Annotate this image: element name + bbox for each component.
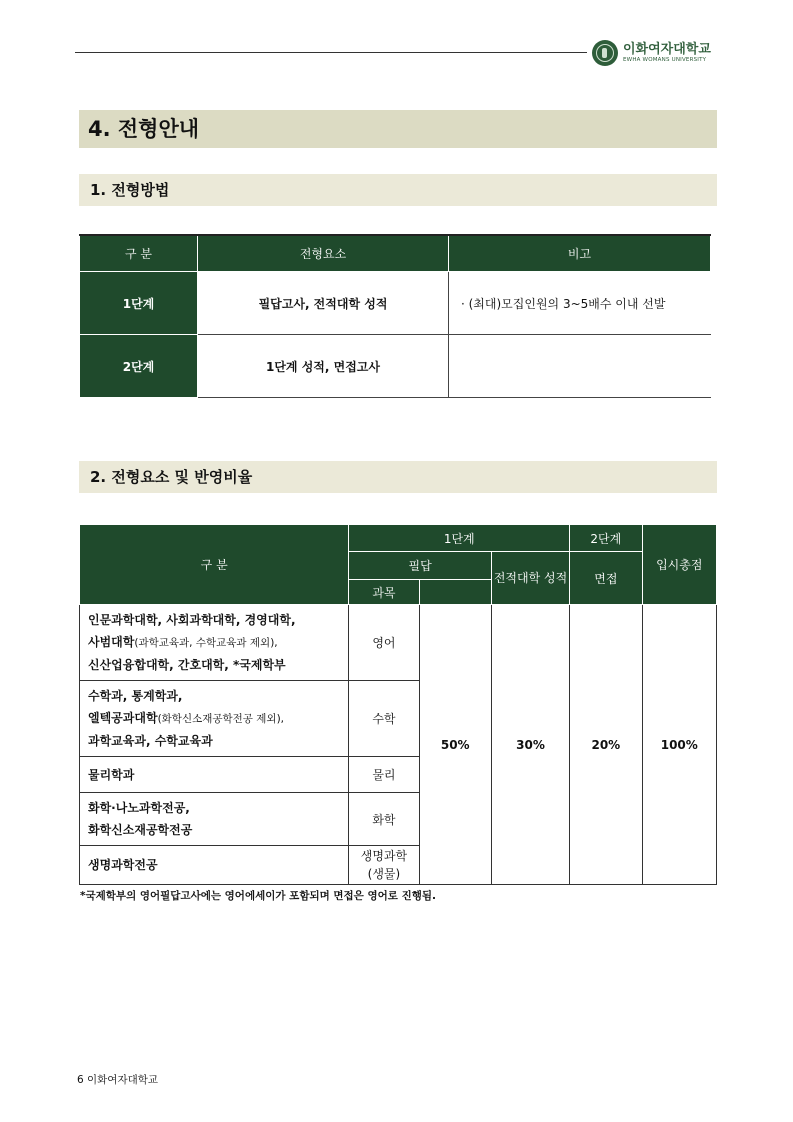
header-rule	[75, 52, 587, 53]
t2-dept-2-line2: 엘텍공과대학	[88, 711, 158, 725]
t2-header-interview: 면접	[570, 552, 642, 605]
selection-ratio-table	[79, 524, 717, 885]
t2-ratio-total: 100%	[642, 605, 716, 885]
t1-note-1: · (최대)모집인원의 3~5배수 이내 선발	[449, 272, 711, 335]
t2-ratio-transcript: 30%	[491, 605, 569, 885]
t2-subject-1: 영어	[349, 605, 419, 681]
t2-subject-4: 화학	[349, 793, 419, 846]
t2-subject-5-line1: 생명과학	[360, 849, 408, 863]
university-seal-icon	[592, 40, 618, 66]
t1-header-note: 비고	[449, 235, 711, 272]
subsection-title-method: 1. 전형방법	[79, 174, 717, 206]
t2-dept-4-line1: 화학·나노과학전공,	[88, 801, 190, 815]
t1-stage-2: 2단계	[80, 335, 198, 398]
t2-subject-5-line2: (생물)	[367, 867, 401, 881]
t2-ratio-interview: 20%	[570, 605, 642, 885]
t2-header-stage2: 2단계	[570, 525, 642, 552]
t2-dept-4	[80, 793, 349, 846]
logo-korean-name: 이화여자대학교	[623, 41, 711, 57]
t2-dept-2	[80, 681, 349, 757]
section-title: 4. 전형안내	[79, 110, 717, 148]
t2-dept-2-line2-note: (화학신소재공학전공 제외),	[157, 713, 285, 725]
t2-ratio-written: 50%	[419, 605, 491, 885]
t2-dept-2-line3: 과학교육과, 수학교육과	[88, 734, 213, 748]
t1-stage-1: 1단계	[80, 272, 198, 335]
t2-subject-3: 물리	[349, 757, 419, 793]
t1-header-category: 구 분	[80, 235, 198, 272]
footnote: *국제학부의 영어필답고사에는 영어에세이가 포함되며 면접은 영어로 진행됨.	[80, 890, 436, 902]
t1-header-elements: 전형요소	[198, 235, 449, 272]
university-logo	[592, 40, 711, 66]
t2-dept-1	[80, 605, 349, 681]
t2-dept-5-line1: 생명과학전공	[88, 858, 158, 872]
t2-header-category: 구 분	[80, 525, 349, 605]
logo-english-name: EWHA WOMANS UNIVERSITY	[623, 56, 707, 63]
t2-header-subject: 과목	[349, 580, 419, 605]
t2-header-blank	[419, 580, 491, 605]
t2-dept-4-line2: 화학신소재공학전공	[88, 823, 193, 837]
t2-dept-1-line2: 사범대학	[88, 635, 135, 649]
t2-dept-1-line3: 신산업융합대학, 간호대학, *국제학부	[88, 658, 286, 672]
t2-dept-1-line1: 인문과학대학, 사회과학대학, 경영대학,	[88, 613, 296, 627]
t2-header-total: 입시총점	[642, 525, 716, 605]
t2-subject-5	[349, 846, 419, 885]
t2-header-written: 필답	[349, 552, 492, 580]
page-footer: 6 이화여자대학교	[77, 1074, 159, 1086]
t2-dept-3-line1: 물리학과	[88, 767, 135, 782]
t1-note-2	[449, 335, 711, 398]
t2-subject-2: 수학	[349, 681, 419, 757]
subsection-title-ratio: 2. 전형요소 및 반영비율	[79, 461, 717, 493]
t1-elements-2: 1단계 성적, 면접고사	[198, 335, 449, 398]
selection-method-table	[79, 234, 711, 398]
t2-dept-1-line2-note: (과학교육과, 수학교육과 제외),	[134, 637, 278, 649]
t2-header-transcript-text: 전적대학 성적	[493, 571, 568, 585]
t2-header-transcript	[491, 552, 569, 605]
t2-header-stage1: 1단계	[349, 525, 570, 552]
t1-elements-1: 필답고사, 전적대학 성적	[198, 272, 449, 335]
t2-dept-2-line1: 수학과, 통계학과,	[88, 689, 183, 703]
t2-dept-3	[80, 757, 349, 793]
t2-dept-5	[80, 846, 349, 885]
